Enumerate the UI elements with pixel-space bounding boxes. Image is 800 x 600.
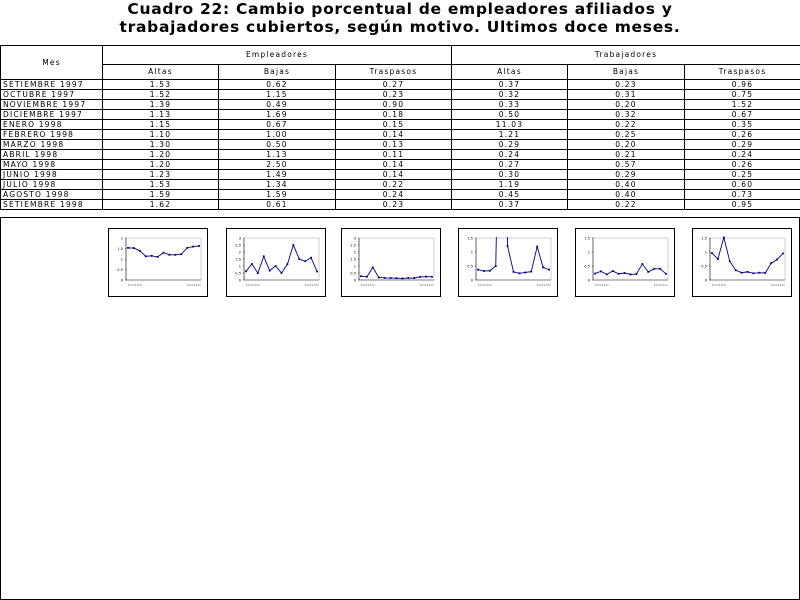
table-cell: 0.67	[219, 120, 336, 130]
data-point	[659, 268, 661, 270]
data-point	[530, 271, 532, 273]
table-row	[1, 80, 800, 90]
y-tick-label: 0.5	[350, 271, 356, 276]
data-point	[384, 277, 386, 279]
table-cell: 0.50	[219, 140, 336, 150]
mini-chart-6	[692, 228, 792, 297]
table-cell: 2.50	[219, 160, 336, 170]
table-cell: 0.27	[336, 80, 452, 90]
table-cell: 1.62	[103, 200, 219, 210]
table-cell: 0.27	[452, 160, 568, 170]
y-tick-label: 1	[120, 257, 123, 262]
data-point	[396, 277, 398, 279]
row-month-label: MAYO 1998	[1, 160, 103, 170]
data-point	[151, 255, 153, 257]
data-point	[711, 252, 713, 254]
mini-chart-svg	[693, 229, 791, 296]
mini-chart-2	[226, 228, 326, 297]
table-cell: 0.62	[219, 80, 336, 90]
y-tick-label: 2	[238, 250, 241, 255]
row-month-label: SETIEMBRE 1998	[1, 200, 103, 210]
data-point	[665, 273, 667, 275]
data-point	[139, 250, 141, 252]
table-cell: 0.26	[685, 130, 800, 140]
data-point	[548, 269, 550, 271]
y-tick-label: 0.5	[117, 268, 123, 272]
series-line	[478, 229, 549, 273]
mini-chart-3	[341, 228, 441, 297]
table-cell: 0.23	[568, 80, 685, 90]
data-point	[298, 258, 300, 260]
table-row	[1, 90, 800, 100]
y-tick-label: 1	[353, 264, 356, 269]
series-line	[361, 267, 432, 278]
row-month-label: MARZO 1998	[1, 140, 103, 150]
table-cell: 1.30	[103, 140, 219, 150]
table-cell: 0.61	[219, 200, 336, 210]
table-cell: 1.53	[103, 80, 219, 90]
table-row	[1, 100, 800, 110]
data-point	[431, 276, 433, 278]
data-point	[316, 271, 318, 273]
table-cell: 0.60	[685, 180, 800, 190]
table-cell: 0.49	[219, 100, 336, 110]
data-point	[372, 267, 374, 269]
data-point	[281, 272, 283, 274]
mini-chart-svg	[576, 229, 674, 296]
data-point	[618, 273, 620, 275]
table-cell: 0.14	[336, 160, 452, 170]
table-cell: 0.37	[452, 80, 568, 90]
y-tick-label: 1.5	[117, 247, 123, 251]
data-point	[263, 255, 265, 257]
table-cell: 0.14	[336, 130, 452, 140]
table-row	[1, 180, 800, 190]
table-cell: 1.59	[219, 190, 336, 200]
chart-plot-border	[126, 238, 201, 280]
table-cell: 0.20	[568, 100, 685, 110]
table-cell: 1.59	[103, 190, 219, 200]
data-point	[169, 254, 171, 256]
table-cell: 1.10	[103, 130, 219, 140]
data-point	[647, 271, 649, 273]
table-cell: 0.29	[685, 140, 800, 150]
table-cell: 0.23	[336, 90, 452, 100]
header-trabajadores-traspasos: Traspasos	[685, 65, 800, 80]
table-row	[1, 130, 800, 140]
mini-chart-1	[108, 228, 208, 297]
data-point	[402, 278, 404, 280]
row-month-label: ABRIL 1998	[1, 150, 103, 160]
table-cell: 0.22	[568, 200, 685, 210]
data-point	[174, 254, 176, 256]
table-cell: 1.15	[219, 90, 336, 100]
data-point	[636, 273, 638, 275]
y-tick-label: 0.5	[467, 264, 473, 269]
data-point	[186, 247, 188, 249]
table-row	[1, 150, 800, 160]
series-line	[128, 246, 199, 257]
table-cell: 0.35	[685, 120, 800, 130]
data-point	[275, 265, 277, 267]
table-cell: 0.31	[568, 90, 685, 100]
y-tick-label: 1.5	[584, 236, 590, 241]
data-point	[624, 272, 626, 274]
table-cell: 1.49	[219, 170, 336, 180]
data-point	[304, 260, 306, 262]
table-header-row-sub	[1, 65, 800, 80]
data-point	[378, 277, 380, 279]
table-row	[1, 120, 800, 130]
table-cell: 0.32	[452, 90, 568, 100]
table-cell: 1.52	[685, 100, 800, 110]
row-month-label: NOVIEMBRE 1997	[1, 100, 103, 110]
y-tick-label: 1	[704, 250, 707, 255]
table-header-row-groups	[1, 46, 800, 65]
data-point	[257, 272, 259, 274]
page-title	[0, 0, 800, 36]
data-point	[245, 270, 247, 272]
y-tick-label: 1	[470, 250, 473, 255]
data-point	[630, 274, 632, 276]
row-month-label: FEBRERO 1998	[1, 130, 103, 140]
chart-axes	[710, 238, 785, 280]
table-cell: 0.20	[568, 140, 685, 150]
table-cell: 1.69	[219, 110, 336, 120]
data-point	[310, 257, 312, 259]
data-point	[747, 271, 749, 273]
y-tick-label: 0	[704, 278, 707, 283]
series-line	[246, 245, 317, 273]
mini-chart-svg	[109, 229, 207, 296]
table-cell: 1.20	[103, 160, 219, 170]
data-point	[717, 258, 719, 260]
data-point	[507, 245, 509, 247]
y-tick-label: 1	[238, 264, 241, 269]
table-cell: 1.52	[103, 90, 219, 100]
data-point	[536, 246, 538, 248]
table-cell: 0.15	[336, 120, 452, 130]
data-point	[145, 255, 147, 257]
data-point	[513, 271, 515, 273]
header-trabajadores-bajas: Bajas	[568, 65, 685, 80]
table-cell: 0.30	[452, 170, 568, 180]
data-point	[269, 270, 271, 272]
table-cell: 0.18	[336, 110, 452, 120]
table-cell: 1.19	[452, 180, 568, 190]
table-cell: 0.37	[452, 200, 568, 210]
data-point	[764, 272, 766, 274]
table-cell: 0.90	[336, 100, 452, 110]
data-point	[251, 263, 253, 265]
table-cell: 1.21	[452, 130, 568, 140]
data-point	[407, 277, 409, 279]
table-cell: 0.24	[452, 150, 568, 160]
y-tick-label: 0	[353, 278, 356, 283]
data-point	[198, 245, 200, 247]
mini-chart-svg	[227, 229, 325, 296]
data-point	[776, 259, 778, 261]
header-empleadores-bajas: Bajas	[219, 65, 336, 80]
title-line-2: trabajadores cubiertos, según motivo. Ultimos doce meses.	[119, 18, 681, 36]
y-tick-label: 2	[120, 236, 123, 241]
table-row	[1, 170, 800, 180]
table-cell: 0.45	[452, 190, 568, 200]
data-point	[425, 276, 427, 278]
header-trabajadores-altas: Altas	[452, 65, 568, 80]
mini-chart-5	[575, 228, 675, 297]
table-cell: 0.95	[685, 200, 800, 210]
y-tick-label: 0	[120, 278, 123, 283]
y-tick-label: 1.5	[350, 257, 356, 262]
table-cell: 0.25	[685, 170, 800, 180]
y-tick-label: 1.5	[701, 236, 707, 241]
data-point	[483, 270, 485, 272]
table-cell: 11.03	[452, 120, 568, 130]
table-cell: 1.39	[103, 100, 219, 110]
series-line	[712, 237, 783, 273]
data-table	[0, 45, 800, 210]
header-empleadores-traspasos: Traspasos	[336, 65, 452, 80]
data-point	[758, 272, 760, 274]
table-cell: 0.73	[685, 190, 800, 200]
table-cell: 0.29	[452, 140, 568, 150]
table-cell: 0.33	[452, 100, 568, 110]
data-point	[292, 244, 294, 246]
data-point	[641, 263, 643, 265]
y-tick-label: 1	[587, 250, 590, 255]
data-point	[192, 246, 194, 248]
y-tick-label: 3	[353, 236, 356, 241]
table-cell: 0.40	[568, 180, 685, 190]
header-group-trabajadores: Trabajadores	[452, 46, 800, 65]
y-tick-label: 0.5	[584, 264, 590, 269]
y-tick-label: 2	[353, 250, 356, 255]
table-cell: 0.13	[336, 140, 452, 150]
chart-plot-border	[710, 238, 785, 280]
table-cell: 0.29	[568, 170, 685, 180]
y-tick-label: 1.5	[467, 236, 473, 241]
data-point	[594, 273, 596, 275]
data-point	[612, 270, 614, 272]
row-month-label: SETIEMBRE 1997	[1, 80, 103, 90]
table-cell: 0.14	[336, 170, 452, 180]
data-point	[413, 277, 415, 279]
y-tick-label: 2.5	[235, 243, 241, 248]
table-cell: 1.00	[219, 130, 336, 140]
data-point	[723, 237, 725, 239]
row-month-label: AGOSTO 1998	[1, 190, 103, 200]
table-row	[1, 190, 800, 200]
table-cell: 1.13	[219, 150, 336, 160]
data-point	[489, 270, 491, 272]
table-cell: 1.34	[219, 180, 336, 190]
header-group-empleadores: Empleadores	[103, 46, 452, 65]
y-tick-label: 1.5	[235, 257, 241, 262]
title-line-1: Cuadro 22: Cambio porcentual de empleadores afiliados y	[127, 0, 673, 18]
chart-axes	[476, 238, 551, 280]
table-cell: 0.21	[568, 150, 685, 160]
data-point	[653, 268, 655, 270]
table-cell: 1.20	[103, 150, 219, 160]
y-tick-label: 2.5	[350, 243, 356, 248]
data-point	[390, 277, 392, 279]
data-point	[770, 262, 772, 264]
data-point	[163, 252, 165, 254]
table-cell: 0.57	[568, 160, 685, 170]
data-point	[157, 256, 159, 258]
table-row	[1, 110, 800, 120]
header-empleadores-altas: Altas	[103, 65, 219, 80]
table-cell: 0.25	[568, 130, 685, 140]
data-point	[419, 276, 421, 278]
table-cell: 0.22	[336, 180, 452, 190]
data-point	[477, 269, 479, 271]
table-cell: 0.24	[336, 190, 452, 200]
y-tick-label: 0	[470, 278, 473, 283]
data-point	[524, 272, 526, 274]
row-month-label: DICIEMBRE 1997	[1, 110, 103, 120]
table-cell: 0.22	[568, 120, 685, 130]
data-point	[729, 260, 731, 262]
y-tick-label: 0.5	[701, 264, 707, 269]
y-tick-label: 0	[238, 278, 241, 283]
row-month-label: OCTUBRE 1997	[1, 90, 103, 100]
row-month-label: JUNIO 1998	[1, 170, 103, 180]
table-row	[1, 200, 800, 210]
y-tick-label: 3	[238, 236, 241, 241]
header-mes: Mes	[1, 46, 103, 80]
chart-axes	[126, 238, 201, 280]
table-cell: 0.67	[685, 110, 800, 120]
table-cell: 0.75	[685, 90, 800, 100]
y-tick-label: 0.5	[235, 271, 241, 276]
data-point	[782, 253, 784, 255]
table-cell: 1.13	[103, 110, 219, 120]
series-line	[595, 264, 666, 274]
chart-plot-border	[476, 238, 551, 280]
table-row	[1, 140, 800, 150]
data-point	[741, 272, 743, 274]
data-point	[606, 274, 608, 276]
table-cell: 0.50	[452, 110, 568, 120]
data-point	[735, 269, 737, 271]
data-point	[600, 270, 602, 272]
mini-chart-svg	[342, 229, 440, 296]
table-cell: 1.15	[103, 120, 219, 130]
table-cell: 1.23	[103, 170, 219, 180]
data-point	[360, 275, 362, 277]
y-tick-label: 0	[587, 278, 590, 283]
data-point	[127, 247, 129, 249]
table-cell: 0.40	[568, 190, 685, 200]
table-cell: 0.96	[685, 80, 800, 90]
mini-chart-svg	[459, 229, 557, 296]
data-point	[133, 247, 135, 249]
table-cell: 0.23	[336, 200, 452, 210]
data-point	[542, 267, 544, 269]
data-point	[753, 272, 755, 274]
table-cell: 0.26	[685, 160, 800, 170]
table-row	[1, 160, 800, 170]
table-cell: 0.32	[568, 110, 685, 120]
data-point	[519, 272, 521, 274]
data-point	[366, 276, 368, 278]
row-month-label: JULIO 1998	[1, 180, 103, 190]
chart-plot-border	[359, 238, 434, 280]
chart-axes	[359, 238, 434, 280]
data-point	[180, 253, 182, 255]
table-cell: 1.53	[103, 180, 219, 190]
row-month-label: ENERO 1998	[1, 120, 103, 130]
table-cell: 0.11	[336, 150, 452, 160]
data-point	[287, 263, 289, 265]
data-point	[495, 265, 497, 267]
mini-chart-4	[458, 228, 558, 297]
table-cell: 0.24	[685, 150, 800, 160]
